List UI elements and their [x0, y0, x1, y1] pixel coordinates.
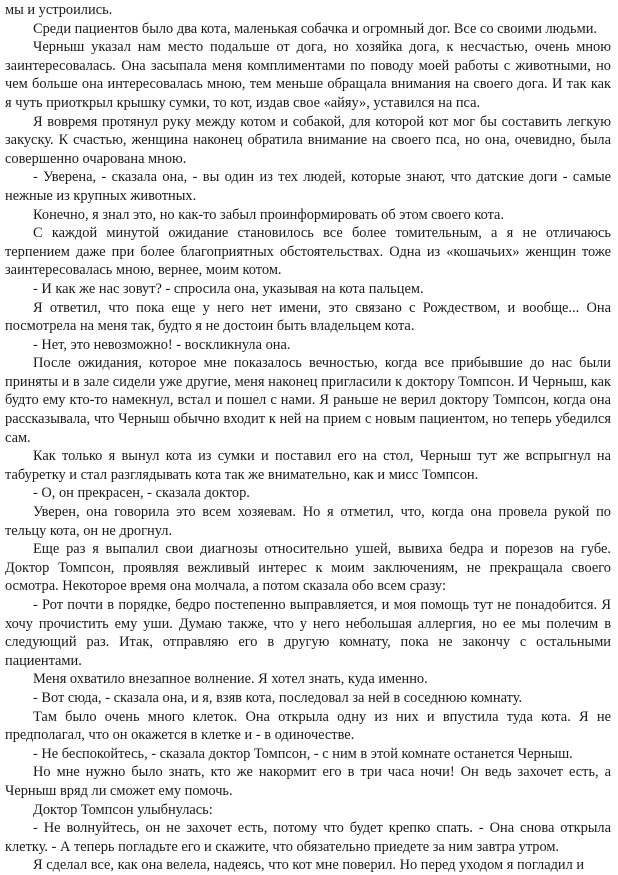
paragraph-21: Но мне нужно было знать, кто же накормит его в три часа ночи! Он ведь захочет есть, а Черныш вряд ли сможет ему помочь. [5, 764, 611, 799]
paragraph-1: мы и устроились. [5, 2, 113, 18]
paragraph-19: Там было очень много клеток. Она открыла одну из них и впустила туда кота. Я не предполагал, что он окажется в клетке и - в одиночестве. [5, 708, 611, 744]
paragraph-7: С каждой минутой ожидание становилось все более томительным, а я не отличаюсь терпением даже при более благоприятных обстоятельствах. Одна из «кошачьих» женщин тоже заинтересовалась мною, вернее, моим котом. [5, 225, 611, 279]
paragraph-20: - Не беспокойтесь, - сказала доктор Томпсон, - с ним в этой комнате останется Черныш. [33, 745, 573, 762]
paragraph-5: - Уверена, - сказала она, - вы один из тех людей, которые знают, что датские доги - самые нежные из крупных животных. [5, 169, 611, 204]
paragraph-4: Я вовремя протянул руку между котом и собакой, для которой кот мог бы составить легкую закуску. К счастью, женщина наконец обратила внимание на своего пса, но она, очевидно, была совершенно очарована мною. [5, 113, 611, 167]
paragraph-13: - О, он прекрасен, - сказала доктор. [33, 485, 250, 502]
paragraph-12: Как только я вынул кота из сумки и поставил его на стол, Черныш тут же вспрыгнул на табуретку и стал разглядывать кота так же внимательно, как и мисс Томпсон. [5, 448, 611, 483]
paragraph-18: - Вот сюда, - сказала она, и я, взяв кота, последовал за ней в соседнюю комнату. [33, 689, 523, 706]
paragraph-24: Я сделал все, как она велела, надеясь, что кот мне поверил. Но перед уходом я погладил и [33, 857, 585, 874]
paragraph-8: - И как же нас зовут? - спросила она, указывая на кота пальцем. [33, 280, 424, 297]
paragraph-9: Я ответил, что пока еще у него нет имени, это связано с Рождеством, и вообще... Она посмотрела на меня так, будто я не достоин быть владельцем кота. [5, 299, 611, 335]
paragraph-15: Еще раз я выпалил свои диагнозы относительно ушей, вывиха бедра и порезов на губе. Доктор Томпсон, проявляя вежливый интерес к моим заключениям, не прекращала своего осмотра. Некоторое время она молчала, а потом сказала обо всем сразу: [5, 541, 611, 595]
paragraph-17: Меня охватило внезапное волнение. Я хотел знать, куда именно. [33, 671, 428, 688]
paragraph-3: Черныш указал нам место подальше от дога, но хозяйка дога, к несчастью, очень мною заинтересовалась. Она засыпала меня комплиментами по поводу моей работы с животными, но чем больше она интересовалась мною, тем меньше обращала внимания на своего дога. И так как я чуть приоткрыл крышку сумки, то кот, издав свое «айяу», уставился на пса. [5, 39, 611, 111]
paragraph-23: - Не волнуйтесь, он не захочет есть, потому что будет крепко спать. - Она снова открыла клетку. - А теперь погладьте его и скажите, что обязательно приедете за ним завтра утром. [5, 820, 611, 855]
paragraph-11: После ожидания, которое мне показалось вечностью, когда все прибывшие до нас были приняты и в зале сидели уже другие, меня наконец пригласили к доктору Томпсон. И Черныш, как будто ему кто-то намекнул, встал и пошел с нами. Я раньше не верил доктору Томпсон, когда она рассказывала, что Черныш обычно входит к ней на прием с новым пациентом, но теперь убедился сам. [5, 355, 611, 446]
paragraph-16: - Рот почти в порядке, бедро постепенно выправляется, и моя помощь тут не понадобится. Я хочу прочистить ему уши. Думаю также, что у него небольшая аллергия, но ее мы полечим в следующий раз. Итак, отправляю его в другую комнату, пока не закончу с остальными пациентами. [5, 597, 611, 669]
paragraph-10: - Нет, это невозможно! - воскликнула она. [33, 336, 291, 353]
paragraph-14: Уверен, она говорила это всем хозяевам. Но я отметил, что, когда она провела рукой по тельцу кота, он не дрогнул. [5, 504, 611, 539]
paragraph-2: Среди пациентов было два кота, маленькая собачка и огромный дог. Все со своими людьми. [33, 20, 597, 37]
paragraph-22: Доктор Томпсон улыбнулась: [33, 801, 213, 818]
paragraph-6: Конечно, я знал это, но как-то забыл проинформировать об этом своего кота. [33, 206, 505, 223]
